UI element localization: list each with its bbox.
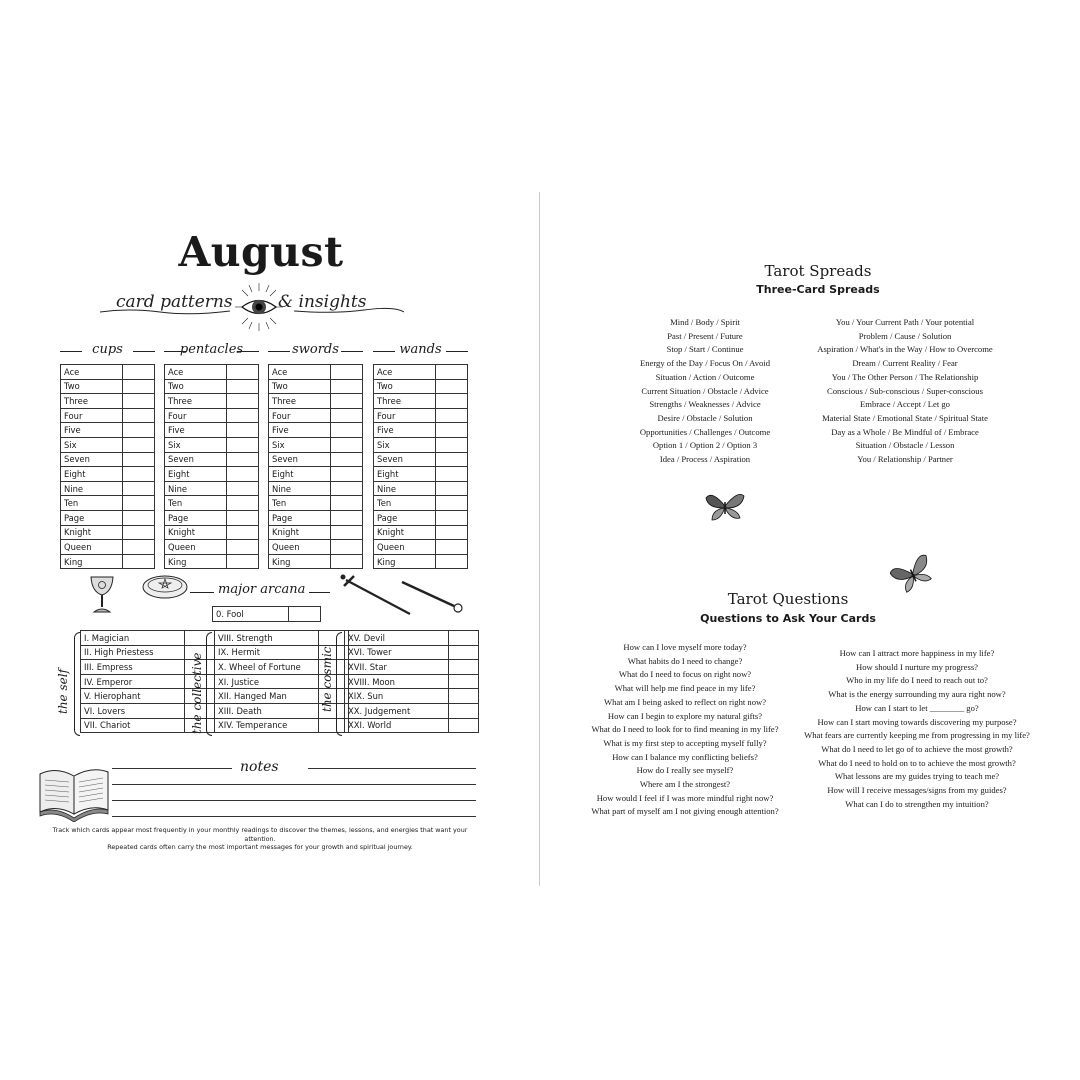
table-row xyxy=(374,452,468,467)
card-name: VI. Lovers xyxy=(81,703,185,718)
table-row xyxy=(61,467,155,482)
tally-cell[interactable] xyxy=(331,437,363,452)
list-item: How can I love myself more today? xyxy=(623,642,747,652)
table-row xyxy=(345,645,479,660)
tally-cell[interactable] xyxy=(123,394,155,409)
tally-cell[interactable] xyxy=(436,379,468,394)
tally-cell[interactable] xyxy=(331,365,363,380)
card-name: II. High Priestess xyxy=(81,645,185,660)
list-item: Dream / Current Reality / Fear xyxy=(852,358,958,369)
questions-left-list xyxy=(560,641,810,819)
card-name: Nine xyxy=(165,481,227,496)
list-item: Energy of the Day / Focus On / Avoid xyxy=(639,358,770,369)
tally-cell[interactable] xyxy=(436,510,468,525)
card-name: Nine xyxy=(61,481,123,496)
list-item: How can I attract more happiness in my life? xyxy=(839,648,995,658)
list-item: Desire / Obstacle / Solution xyxy=(657,412,753,423)
card-name: Six xyxy=(269,437,331,452)
tally-cell[interactable] xyxy=(436,481,468,496)
card-name: Queen xyxy=(269,540,331,555)
card-name: Page xyxy=(374,510,436,525)
tally-cell[interactable] xyxy=(227,540,259,555)
tally-cell[interactable] xyxy=(436,452,468,467)
card-name: IX. Hermit xyxy=(215,645,319,660)
questions-right-list xyxy=(792,647,1042,811)
notes-line[interactable] xyxy=(112,816,476,817)
table-row xyxy=(374,525,468,540)
table-row xyxy=(61,525,155,540)
table-row xyxy=(345,689,479,704)
tally-cell[interactable] xyxy=(123,510,155,525)
card-name: Seven xyxy=(61,452,123,467)
suit-heading-swords: swords xyxy=(268,342,363,357)
list-item: What lessons are my guides trying to teach me? xyxy=(834,771,1000,782)
table-row xyxy=(165,379,259,394)
tally-cell[interactable] xyxy=(227,379,259,394)
pentacles-table xyxy=(164,364,259,569)
chalice-icon xyxy=(88,574,116,616)
table-row xyxy=(61,496,155,511)
list-item: Opportunities / Challenges / Outcome xyxy=(639,426,771,437)
table-row xyxy=(165,467,259,482)
card-name: XII. Hanged Man xyxy=(215,689,319,704)
list-item: What am I being asked to reflect on right now? xyxy=(603,696,767,707)
tally-cell[interactable] xyxy=(331,452,363,467)
table-row xyxy=(345,674,479,689)
card-name: Two xyxy=(165,379,227,394)
card-name: Six xyxy=(165,437,227,452)
tally-cell[interactable] xyxy=(449,674,479,689)
card-name: Six xyxy=(61,437,123,452)
card-name: Knight xyxy=(374,525,436,540)
notes-rule-header xyxy=(112,768,232,769)
tally-cell[interactable] xyxy=(436,554,468,569)
table-row xyxy=(61,452,155,467)
list-item: You / Your Current Path / Your potential xyxy=(835,317,975,327)
brace-the-cosmic xyxy=(336,632,342,736)
table-row xyxy=(345,718,479,733)
card-name: V. Hierophant xyxy=(81,689,185,704)
tally-cell[interactable] xyxy=(449,631,479,646)
table-row xyxy=(165,525,259,540)
card-name: Eight xyxy=(165,467,227,482)
list-item: Embrace / Accept / Let go xyxy=(860,399,950,410)
list-item: How will I receive messages/signs from my guides? xyxy=(827,785,1007,796)
card-name: Nine xyxy=(374,481,436,496)
list-item: What will help me find peace in my life? xyxy=(614,683,756,694)
table-row xyxy=(213,607,321,622)
list-item: What do I need to let go of to achieve the most growth? xyxy=(821,743,1013,754)
table-row xyxy=(269,467,363,482)
list-item: How can I balance my conflicting beliefs? xyxy=(612,751,758,762)
tally-cell[interactable] xyxy=(123,481,155,496)
table-row xyxy=(61,423,155,438)
page-divider xyxy=(539,192,540,886)
tally-cell[interactable] xyxy=(227,408,259,423)
card-name: XIV. Temperance xyxy=(215,718,319,733)
card-name: Two xyxy=(374,379,436,394)
tally-cell[interactable] xyxy=(436,496,468,511)
the-cosmic-table xyxy=(344,630,479,733)
pentacle-coin-icon xyxy=(141,574,189,600)
card-name: Three xyxy=(269,394,331,409)
list-item: What do I need to hold on to to achieve the most growth? xyxy=(818,757,1016,768)
card-name: Nine xyxy=(269,481,331,496)
card-name: Eight xyxy=(269,467,331,482)
table-row xyxy=(165,408,259,423)
list-item: What part of myself am I not giving enough attention? xyxy=(591,806,779,817)
list-item: Past / Present / Future xyxy=(667,330,743,341)
tally-cell[interactable] xyxy=(331,554,363,569)
list-item: Mind / Body / Spirit xyxy=(670,317,740,327)
card-name: Eight xyxy=(61,467,123,482)
card-name: Ten xyxy=(61,496,123,511)
table-row xyxy=(374,554,468,569)
list-item: What do I need to look for to find meaning in my life? xyxy=(591,724,779,735)
card-name: Six xyxy=(374,437,436,452)
list-item: Who in my life do I need to reach out to? xyxy=(846,675,988,686)
table-row xyxy=(269,394,363,409)
card-name: III. Empress xyxy=(81,660,185,675)
list-item: How can I start moving towards discovering my purpose? xyxy=(817,716,1017,727)
list-item: What fears are currently keeping me from progressing in my life? xyxy=(804,730,1030,741)
card-name: Queen xyxy=(165,540,227,555)
list-item: Situation / Action / Outcome xyxy=(655,371,755,382)
card-name: XVI. Tower xyxy=(345,645,449,660)
eye-icon xyxy=(234,282,284,332)
card-name: Ace xyxy=(269,365,331,380)
table-row xyxy=(374,379,468,394)
brace-the-collective xyxy=(206,632,212,736)
table-row xyxy=(345,703,479,718)
card-name: Ace xyxy=(374,365,436,380)
table-row xyxy=(269,554,363,569)
tally-cell[interactable] xyxy=(123,554,155,569)
table-row xyxy=(215,631,349,646)
tally-cell[interactable] xyxy=(227,510,259,525)
table-row xyxy=(374,496,468,511)
card-name: Four xyxy=(374,408,436,423)
card-name: King xyxy=(61,554,123,569)
card-name: Queen xyxy=(61,540,123,555)
table-row xyxy=(165,554,259,569)
tally-cell[interactable] xyxy=(123,525,155,540)
tally-cell[interactable] xyxy=(123,496,155,511)
card-name: XXI. World xyxy=(345,718,449,733)
questions-title: Tarot Questions xyxy=(727,590,849,608)
list-item: What is my first step to accepting myself fully? xyxy=(603,737,767,748)
tally-cell[interactable] xyxy=(227,481,259,496)
tally-cell[interactable] xyxy=(227,554,259,569)
table-row xyxy=(165,481,259,496)
card-name: Eight xyxy=(374,467,436,482)
spreads-title: Tarot Spreads xyxy=(764,262,872,280)
tally-cell[interactable] xyxy=(331,510,363,525)
tally-cell[interactable] xyxy=(289,607,321,622)
tally-cell[interactable] xyxy=(227,525,259,540)
table-row xyxy=(269,481,363,496)
card-name: Seven xyxy=(269,452,331,467)
table-row xyxy=(374,408,468,423)
table-row xyxy=(374,481,468,496)
tally-cell[interactable] xyxy=(436,525,468,540)
table-row xyxy=(269,408,363,423)
tally-cell[interactable] xyxy=(227,394,259,409)
tally-cell[interactable] xyxy=(436,408,468,423)
tally-cell[interactable] xyxy=(123,437,155,452)
table-row xyxy=(61,554,155,569)
tally-cell[interactable] xyxy=(436,394,468,409)
table-row xyxy=(61,379,155,394)
questions-subtitle: Questions to Ask Your Cards xyxy=(700,612,876,625)
table-row xyxy=(81,631,215,646)
table-row xyxy=(345,631,479,646)
list-item: Idea / Process / Aspiration xyxy=(659,454,751,465)
list-item: How can I start to let ________ go? xyxy=(855,702,979,713)
group-label-the-self: the self xyxy=(56,668,70,714)
list-item: Problem / Cause / Solution xyxy=(858,330,952,341)
tally-cell[interactable] xyxy=(436,467,468,482)
card-name: VII. Chariot xyxy=(81,718,185,733)
table-row xyxy=(165,394,259,409)
list-item: You / The Other Person / The Relationship xyxy=(831,371,979,382)
card-name: XIII. Death xyxy=(215,703,319,718)
card-name: Two xyxy=(269,379,331,394)
card-name: Three xyxy=(61,394,123,409)
table-row xyxy=(61,510,155,525)
table-row xyxy=(374,467,468,482)
table-row xyxy=(269,525,363,540)
card-name: Ten xyxy=(269,496,331,511)
card-name: IV. Emperor xyxy=(81,674,185,689)
tally-cell[interactable] xyxy=(227,423,259,438)
suit-heading-wands: wands xyxy=(373,342,468,357)
footer-text xyxy=(50,826,470,852)
table-row xyxy=(269,540,363,555)
table-row xyxy=(374,437,468,452)
card-name: King xyxy=(374,554,436,569)
list-item: How should I nurture my progress? xyxy=(856,661,978,672)
table-row xyxy=(374,365,468,380)
list-item: Option 1 / Option 2 / Option 3 xyxy=(652,440,758,451)
table-row xyxy=(61,408,155,423)
card-name: King xyxy=(165,554,227,569)
table-row xyxy=(61,437,155,452)
card-name: Three xyxy=(165,394,227,409)
table-row xyxy=(269,437,363,452)
tally-cell[interactable] xyxy=(331,496,363,511)
card-name: Ace xyxy=(61,365,123,380)
subtitle-card-patterns: card patterns xyxy=(116,292,233,312)
tally-cell[interactable] xyxy=(449,645,479,660)
table-row xyxy=(165,540,259,555)
table-row xyxy=(269,496,363,511)
card-name: Four xyxy=(165,408,227,423)
tally-cell[interactable] xyxy=(331,408,363,423)
spreads-subtitle: Three-Card Spreads xyxy=(756,283,880,296)
tally-cell[interactable] xyxy=(436,365,468,380)
card-name: Two xyxy=(61,379,123,394)
list-item: Material State / Emotional State / Spiritual State xyxy=(822,412,988,423)
table-row xyxy=(165,496,259,511)
table-row xyxy=(269,510,363,525)
card-name: Seven xyxy=(374,452,436,467)
list-item: How would I feel if I was more mindful right now? xyxy=(596,792,774,803)
table-row xyxy=(269,379,363,394)
list-item: Where am I the strongest? xyxy=(639,779,731,790)
card-name: Four xyxy=(269,408,331,423)
list-item: How can I begin to explore my natural gifts? xyxy=(607,710,763,721)
notes-line[interactable] xyxy=(112,784,476,785)
list-item: Situation / Obstacle / Lesson xyxy=(855,440,955,451)
card-name: Five xyxy=(374,423,436,438)
table-row xyxy=(165,452,259,467)
fool-table xyxy=(212,606,321,622)
footer-line-2: Repeated cards often carry the most important messages for your growth and spiritual journey. xyxy=(107,843,413,852)
list-item: You / Relationship / Partner xyxy=(857,454,953,465)
card-name: Page xyxy=(165,510,227,525)
tally-cell[interactable] xyxy=(227,496,259,511)
tally-cell[interactable] xyxy=(449,703,479,718)
table-row xyxy=(269,452,363,467)
card-name: XVII. Star xyxy=(345,660,449,675)
cups-table xyxy=(60,364,155,569)
card-name: I. Magician xyxy=(81,631,185,646)
table-row xyxy=(165,423,259,438)
list-item: Aspiration / What's in the Way / How to Overcome xyxy=(817,344,993,355)
notes-line[interactable] xyxy=(112,800,476,801)
card-name: Five xyxy=(165,423,227,438)
tally-cell[interactable] xyxy=(227,365,259,380)
card-name: Five xyxy=(61,423,123,438)
table-row xyxy=(374,510,468,525)
card-name: XVIII. Moon xyxy=(345,674,449,689)
tally-cell[interactable] xyxy=(331,525,363,540)
notes-heading: notes xyxy=(240,759,279,775)
group-label-the-collective: the collective xyxy=(190,652,204,734)
tally-cell[interactable] xyxy=(436,437,468,452)
card-name: Ten xyxy=(374,496,436,511)
tally-cell[interactable] xyxy=(123,379,155,394)
card-name: X. Wheel of Fortune xyxy=(215,660,319,675)
group-label-the-cosmic: the cosmic xyxy=(320,646,334,712)
tally-cell[interactable] xyxy=(449,689,479,704)
table-row xyxy=(61,394,155,409)
list-item: What is the energy surrounding my aura right now? xyxy=(828,689,1006,700)
tally-cell[interactable] xyxy=(331,481,363,496)
notes-rule-header xyxy=(308,768,476,769)
card-name: Knight xyxy=(165,525,227,540)
suit-heading-cups: cups xyxy=(60,342,155,357)
card-name: Ten xyxy=(165,496,227,511)
tally-cell[interactable] xyxy=(123,540,155,555)
list-item: Strengths / Weaknesses / Advice xyxy=(649,399,761,410)
card-name: Four xyxy=(61,408,123,423)
suit-heading-pentacles: pentacles xyxy=(164,342,259,357)
table-row xyxy=(374,394,468,409)
tally-cell[interactable] xyxy=(331,394,363,409)
card-name: Seven xyxy=(165,452,227,467)
tally-cell[interactable] xyxy=(449,660,479,675)
spreads-right-list xyxy=(780,316,1030,467)
card-name: XIX. Sun xyxy=(345,689,449,704)
major-arcana-heading: major arcana xyxy=(214,582,309,597)
butterfly-icon xyxy=(704,488,746,524)
list-item: What do I need to focus on right now? xyxy=(618,669,752,680)
card-name: Page xyxy=(61,510,123,525)
footer-line-1: Track which cards appear most frequently in your monthly readings to discover the themes, lessons, and energies that want your attention. xyxy=(52,826,468,843)
tally-cell[interactable] xyxy=(123,452,155,467)
list-item: What can I do to strengthen my intuition? xyxy=(845,798,989,809)
card-name: Knight xyxy=(61,525,123,540)
table-row xyxy=(374,540,468,555)
tally-cell[interactable] xyxy=(227,452,259,467)
subtitle-insights: & insights xyxy=(278,292,367,312)
list-item: Current Situation / Obstacle / Advice xyxy=(641,385,769,396)
table-row xyxy=(269,365,363,380)
table-row xyxy=(165,365,259,380)
tally-cell[interactable] xyxy=(331,540,363,555)
card-name: XX. Judgement xyxy=(345,703,449,718)
card-name: Ace xyxy=(165,365,227,380)
tally-cell[interactable] xyxy=(123,423,155,438)
card-name: 0. Fool xyxy=(213,607,289,622)
table-row xyxy=(345,660,479,675)
list-item: Conscious / Sub-conscious / Super-conscious xyxy=(827,385,983,396)
table-row xyxy=(61,540,155,555)
tally-cell[interactable] xyxy=(123,467,155,482)
swords-table xyxy=(268,364,363,569)
tally-cell[interactable] xyxy=(436,423,468,438)
card-name: XI. Justice xyxy=(215,674,319,689)
tally-cell[interactable] xyxy=(123,365,155,380)
list-item: What habits do I need to change? xyxy=(627,655,743,666)
wands-table xyxy=(373,364,468,569)
tally-cell[interactable] xyxy=(331,379,363,394)
table-row xyxy=(61,365,155,380)
tally-cell[interactable] xyxy=(331,467,363,482)
list-item: Day as a Whole / Be Mindful of / Embrace xyxy=(831,426,979,437)
list-item: Stop / Start / Continue xyxy=(666,344,744,355)
card-name: Knight xyxy=(269,525,331,540)
card-name: XV. Devil xyxy=(345,631,449,646)
open-book-icon xyxy=(36,760,112,822)
card-name: Three xyxy=(374,394,436,409)
page-title: August xyxy=(178,228,344,276)
wand-icon xyxy=(400,578,464,614)
list-item: How do I really see myself? xyxy=(636,765,734,776)
tally-cell[interactable] xyxy=(449,718,479,733)
card-name: King xyxy=(269,554,331,569)
tally-cell[interactable] xyxy=(123,408,155,423)
card-name: Queen xyxy=(374,540,436,555)
table-row xyxy=(215,718,349,733)
table-row xyxy=(374,423,468,438)
tally-cell[interactable] xyxy=(331,423,363,438)
card-name: Five xyxy=(269,423,331,438)
tally-cell[interactable] xyxy=(436,540,468,555)
card-name: VIII. Strength xyxy=(215,631,319,646)
card-name: Page xyxy=(269,510,331,525)
tally-cell[interactable] xyxy=(227,437,259,452)
table-row xyxy=(269,423,363,438)
table-row xyxy=(165,510,259,525)
table-row xyxy=(61,481,155,496)
tally-cell[interactable] xyxy=(227,467,259,482)
table-row xyxy=(165,437,259,452)
